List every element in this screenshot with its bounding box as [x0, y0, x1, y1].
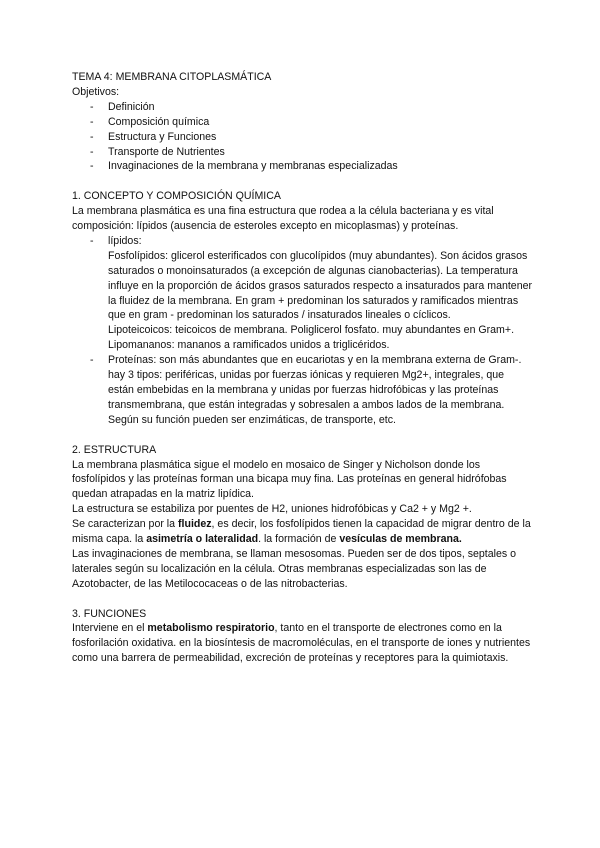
section3-paragraph-1: [72, 621, 532, 666]
text-run: Interviene en el: [72, 622, 148, 635]
text-run: Se caracterizan por la: [72, 518, 178, 531]
objectives-label: Objetivos:: [72, 85, 120, 98]
lipids-label: lípidos:: [108, 234, 142, 247]
section1-heading: 1. CONCEPTO Y COMPOSICIÓN QUÍMICA: [72, 190, 281, 203]
document-content: [72, 70, 532, 666]
section2-paragraph-3: [72, 517, 532, 547]
lipomananos-text: Lipomananos: mananos a ramificados unidos a triglicéridos.: [108, 339, 390, 352]
text-run: , es decir, los fosfolípidos tienen la capacidad de migrar dentro de la misma capa. la: [72, 518, 531, 546]
fosfolipidos-text: Fosfolípidos: glicerol esterificados con glucolípidos (muy abundantes). Son ácidos grasos saturados o monoinsaturados (a excepción de algunas cianobacterias). La temperatura influye en la proporción de ácidos grasos saturados respecto a insaturados para mantener la fluidez de la membrana. En gram + predominan los saturados y ramificados mientras que en gram - predominan los saturados / insaturados lineales o cíclicos.: [108, 249, 533, 322]
objectives-list: [72, 100, 532, 175]
objective-item: - Definición: [72, 100, 532, 115]
objective-item: - Estructura y Funciones: [72, 130, 532, 145]
spacer: [72, 428, 532, 443]
lipoteicoicos-text: Lipoteicoicos: teicoicos de membrana. Poliglicerol fosfato. muy abundantes en Gram+.: [108, 324, 515, 337]
proteinas-item: - Proteínas: son más abundantes que en eucariotas y en la membrana externa de Gram-. hay 3 tipos: periféricas, unidas por fuerzas iónicas y requieren Mg2+, integrales, que están embebidas en la membrana y unidas por fuerzas hidrofóbicas y las proteínas transmembrana, que están integradas y sobresalen a ambos lados de la membrana. Según su función pueden ser enzimáticas, de transporte, etc.: [72, 353, 532, 428]
objective-item: - Transporte de Nutrientes: [72, 145, 532, 160]
bold-term-vesiculas: vesículas de membrana.: [339, 533, 462, 546]
bold-term-metabolismo: metabolismo respiratorio: [147, 622, 275, 635]
objective-item: - Invaginaciones de la membrana y membranas especializadas: [72, 159, 532, 174]
bold-term-fluidez: fluidez: [178, 518, 212, 531]
text-run: . la formación de: [258, 533, 340, 546]
section2-paragraph-4: Las invaginaciones de membrana, se llaman mesosomas. Pueden ser de dos tipos, septales o laterales según su localización en la célula. Otras membranas especializadas son las de Azotobacter, de las Metilococaceas o de las nitrobacterias.: [72, 547, 517, 590]
spacer: [72, 174, 532, 189]
section1-list: [72, 234, 532, 428]
section2-paragraph-1: La membrana plasmática sigue el modelo en mosaico de Singer y Nicholson donde los fosfolípidos y las proteínas forman una bicapa muy fina. Las proteínas en general hidrófobas quedan atrapadas en la matriz lipídica.: [72, 458, 507, 501]
objective-item: - Composición química: [72, 115, 532, 130]
text-run: , tanto en el transporte de electrones como en la fosforilación oxidativa. en la biosíntesis de macromoléculas, en el transporte de iones y nutrientes como una barrera de permeabilidad, excreción de proteínas y receptores para la quimiotaxis.: [72, 622, 531, 665]
section1-intro: La membrana plasmática es una fina estructura que rodea a la célula bacteriana y es vital composición: lípidos (ausencia de esteroles excepto en micoplasmas) y proteínas.: [72, 205, 494, 233]
section3-heading: 3. FUNCIONES: [72, 607, 147, 620]
lipids-item: [72, 234, 532, 353]
document-title: TEMA 4: MEMBRANA CITOPLASMÁTICA: [72, 71, 272, 83]
bold-term-asimetria: asimetría o lateralidad: [146, 533, 259, 546]
spacer: [72, 592, 532, 607]
section2-paragraph-2: La estructura se estabiliza por puentes de H2, uniones hidrofóbicas y Ca2 + y Mg2 +.: [72, 503, 472, 516]
section2-heading: 2. ESTRUCTURA: [72, 443, 157, 456]
